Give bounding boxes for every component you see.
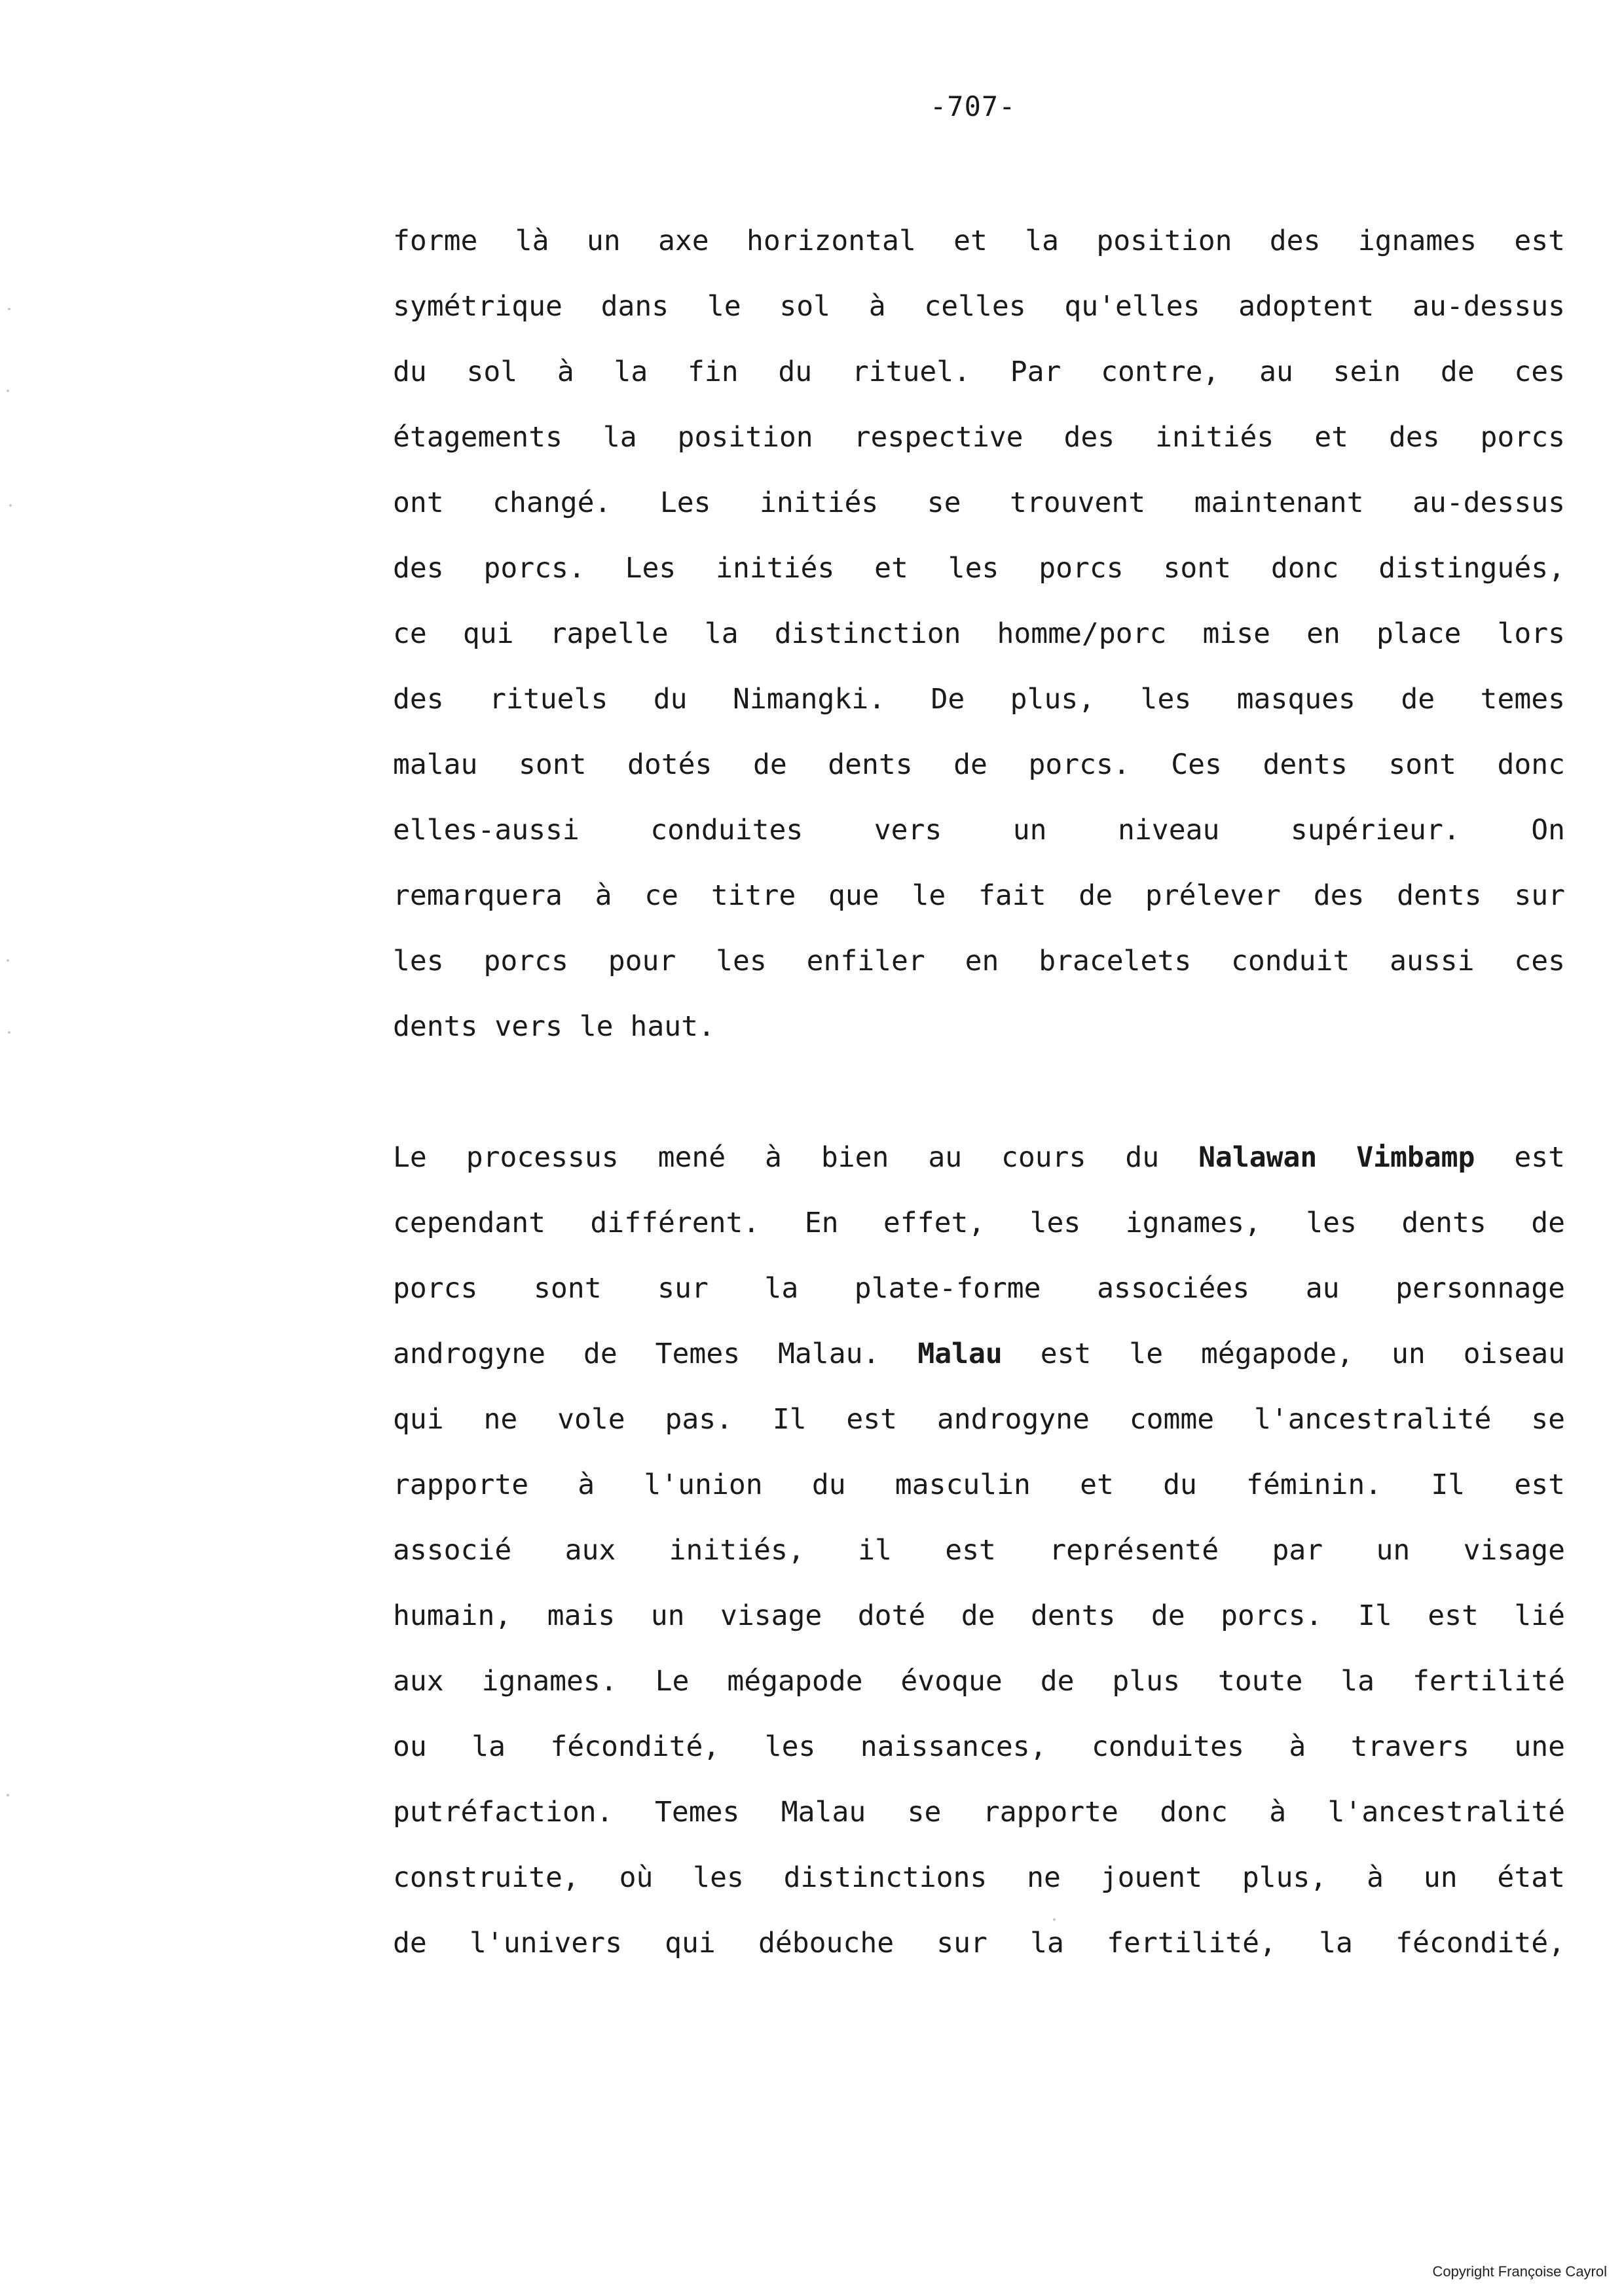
text-line: des rituels du Nimangki. De plus, les masques de temes: [393, 683, 1565, 716]
line-text: androgyne de Temes Malau.: [393, 1338, 918, 1370]
scan-speck: [8, 308, 10, 310]
text-line: elles-aussi conduites vers un niveau supérieur. On: [393, 814, 1565, 847]
page-number: -707-: [930, 90, 1016, 122]
text-line: des porcs. Les initiés et les porcs sont donc distingués,: [393, 552, 1565, 585]
text-line: ou la fécondité, les naissances, conduites à travers une: [393, 1730, 1565, 1763]
text-line: qui ne vole pas. Il est androgyne comme l'ancestralité se: [393, 1403, 1565, 1436]
text-line: putréfaction. Temes Malau se rapporte donc à l'ancestralité: [393, 1796, 1565, 1829]
scan-speck: [7, 390, 9, 392]
text-line: [393, 1125, 1565, 1190]
text-line: ont changé. Les initiés se trouvent maintenant au-dessus: [393, 486, 1565, 519]
paragraph-2: [393, 1125, 1565, 1976]
text-line: remarquera à ce titre que le fait de prélever des dents sur: [393, 879, 1565, 912]
scan-speck: [8, 1031, 10, 1034]
scan-speck: [9, 504, 12, 507]
text-line: du sol à la fin du rituel. Par contre, au sein de ces: [393, 355, 1565, 388]
text-line: étagements la position respective des initiés et des porcs: [393, 421, 1565, 454]
line-text: est le mégapode, un oiseau: [1002, 1338, 1565, 1370]
line-text: Le processus mené à bien au cours du: [393, 1141, 1199, 1174]
line-text: est: [1475, 1141, 1565, 1174]
text-line: dents vers le haut.: [393, 1010, 715, 1043]
text-line: cependant différent. En effet, les ignames, les dents de: [393, 1207, 1565, 1239]
text-line: symétrique dans le sol à celles qu'elles adoptent au-dessus: [393, 290, 1565, 323]
text-line: rapporte à l'union du masculin et du féminin. Il est: [393, 1468, 1565, 1501]
text-line: [393, 1321, 1565, 1387]
text-line: humain, mais un visage doté de dents de porcs. Il est lié: [393, 1599, 1565, 1632]
scan-speck: [1053, 1918, 1056, 1921]
text-line: ce qui rapelle la distinction homme/porc mise en place lors: [393, 617, 1565, 650]
paragraph-1: [393, 208, 1565, 1059]
text-line: associé aux initiés, il est représenté par un visage: [393, 1534, 1565, 1567]
copyright-notice: Copyright Françoise Cayrol: [1432, 2263, 1607, 2280]
text-line: porcs sont sur la plate-forme associées au personnage: [393, 1272, 1565, 1305]
text-line: malau sont dotés de dents de porcs. Ces dents sont donc: [393, 748, 1565, 781]
bold-term-nalawan-vimbamp: Nalawan Vimbamp: [1198, 1141, 1475, 1174]
text-line: les porcs pour les enfiler en bracelets conduit aussi ces: [393, 945, 1565, 977]
scan-speck: [7, 959, 9, 962]
text-line: forme là un axe horizontal et la position des ignames est: [393, 225, 1565, 257]
text-line: de l'univers qui débouche sur la fertilité, la fécondité,: [393, 1927, 1565, 1959]
scan-speck: [7, 1794, 9, 1796]
text-line: construite, où les distinctions ne jouent plus, à un état: [393, 1861, 1565, 1894]
text-line: aux ignames. Le mégapode évoque de plus toute la fertilité: [393, 1665, 1565, 1698]
bold-term-malau: Malau: [917, 1338, 1003, 1370]
